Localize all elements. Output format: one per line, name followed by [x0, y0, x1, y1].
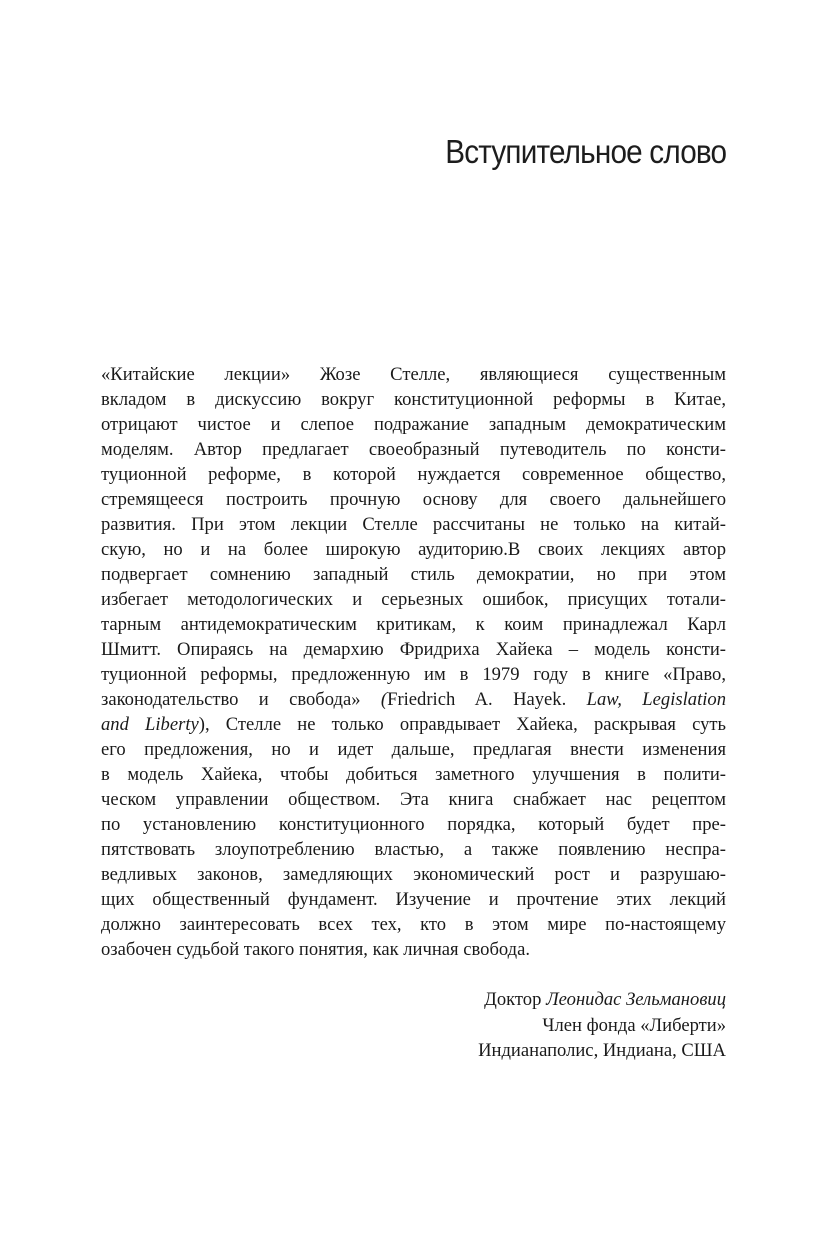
text-line: подвергает сомнению западный стиль демократии, но при этом — [101, 564, 726, 585]
citation-title: Law, Legislation — [586, 689, 726, 710]
text-line: стремящееся построить прочную основу для своего дальнейшего — [101, 489, 726, 510]
signature-prefix: Доктор — [484, 989, 547, 1010]
text-line: его предложения, но и идет дальше, предлагая внести изменения — [101, 739, 726, 760]
text-line: Шмитт. Опираясь на демархию Фридриха Хайека – модель консти- — [101, 639, 726, 660]
text-line: ведливых законов, замедляющих экономический рост и разрушаю- — [101, 864, 726, 885]
text-line: тарным антидемократическим критикам, к коим принадлежал Карл — [101, 614, 726, 635]
citation-pre: законодательство и свобода» — [101, 689, 381, 710]
signature-position: Член фонда «Либерти» — [542, 1014, 726, 1036]
text-line: избегает методологических и серьезных ошибок, присущих тотали- — [101, 589, 726, 610]
text-line: ческом управлении обществом. Эта книга снабжает нас рецептом — [101, 789, 726, 810]
text-line-citation — [101, 687, 726, 712]
text-line: щих общественный фундамент. Изучение и прочтение этих лекций — [101, 889, 726, 910]
text-line: «Китайские лекции» Жозе Стелле, являющиеся существенным — [101, 364, 726, 385]
citation-author: Friedrich A. Hayek. — [387, 689, 587, 710]
text-line: в модель Хайека, чтобы добиться заметного улучшения в полити- — [101, 764, 726, 785]
text-line: развития. При этом лекции Стелле рассчитаны не только на китай- — [101, 514, 726, 535]
signature-block — [478, 987, 726, 1064]
citation-title-cont: and Liberty — [101, 714, 199, 735]
text-line-citation — [101, 712, 726, 737]
citation-paren: ( — [380, 689, 388, 710]
signature-name-line — [478, 987, 726, 1013]
text-line: отрицают чистое и слепое подражание западным демократическим — [101, 414, 726, 435]
text-line: озабочен судьбой такого понятия, как личная свобода. — [101, 939, 531, 960]
text-line: моделям. Автор предлагает своеобразный путеводитель по консти- — [101, 439, 726, 460]
text-line: по установлению конституционного порядка, который будет пре- — [101, 814, 726, 835]
text-line: пятствовать злоупотреблению властью, а также появлению неспра- — [101, 839, 726, 860]
body-paragraph — [101, 362, 726, 962]
text-line: скую, но и на более широкую аудиторию.В своих лекциях автор — [101, 539, 726, 560]
signature-location: Индианаполис, Индиана, США — [478, 1040, 726, 1061]
signature-name: Леонидас Зельмановиц — [546, 989, 726, 1010]
text-line: вкладом в дискуссию вокруг конституционной реформы в Китае, — [101, 389, 726, 410]
text-line: туционной реформы, предложенную им в 1979 году в книге «Право, — [101, 664, 726, 685]
page-title: Вступительное слово — [444, 133, 726, 171]
citation-post: ), Стелле не только оправдывает Хайека, раскрывая суть — [198, 714, 726, 735]
text-line: туционной реформе, в которой нуждается современное общество, — [101, 464, 726, 485]
text-line: должно заинтересовать всех тех, кто в этом мире по-настоящему — [101, 914, 726, 935]
